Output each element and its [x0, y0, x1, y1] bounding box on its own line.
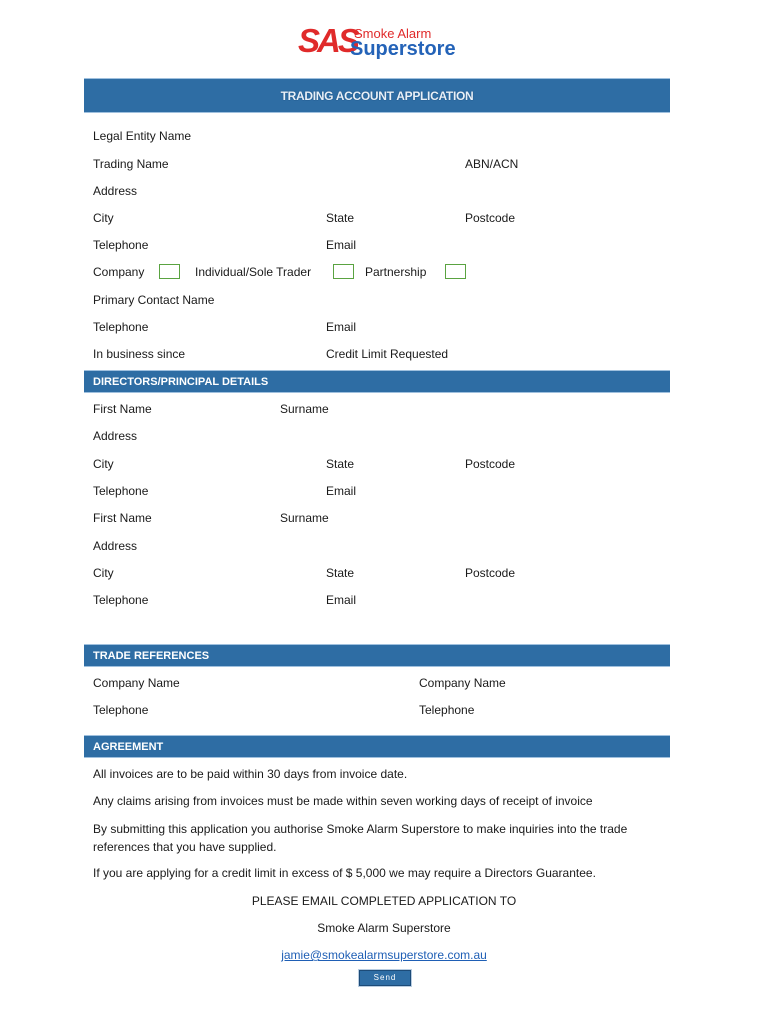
city-label: City: [93, 211, 114, 225]
title-bar: [84, 78, 670, 113]
director2-telephone-label: Telephone: [93, 593, 149, 607]
partnership-label: Partnership: [365, 265, 427, 279]
agreement-section-header: [84, 735, 670, 758]
director1-email-label: Email: [326, 484, 357, 498]
contact-email-label: Email: [326, 320, 357, 334]
email-link[interactable]: jamie@smokealarmsuperstore.com.au: [281, 948, 487, 962]
agreement-claims-terms: Any claims arising from invoices must be made within seven working days of receipt of invoice: [93, 794, 593, 808]
references-section-header: [84, 644, 670, 667]
references-heading: TRADE REFERENCES: [93, 650, 210, 662]
director2-first-name-label: First Name: [93, 511, 152, 525]
director2-address-label: Address: [93, 539, 138, 553]
email-label: Email: [326, 238, 357, 252]
postcode-label: Postcode: [465, 211, 516, 225]
director2-city-label: City: [93, 566, 114, 580]
director1-telephone-label: Telephone: [93, 484, 149, 498]
state-label: State: [326, 211, 355, 225]
agreement-guarantee: If you are applying for a credit limit in excess of $ 5,000 we may require a Directors Guarantee.: [93, 866, 596, 880]
director1-surname-label: Surname: [280, 402, 329, 416]
director1-state-label: State: [326, 457, 355, 471]
send-button[interactable]: Send: [359, 970, 411, 986]
abn-label: ABN/ACN: [465, 157, 519, 171]
director2-state-label: State: [326, 566, 355, 580]
email-link-wrap: [84, 948, 684, 962]
primary-contact-label: Primary Contact Name: [93, 293, 215, 307]
agreement-heading: AGREEMENT: [93, 741, 164, 753]
in-business-label: In business since: [93, 347, 186, 361]
partnership-checkbox[interactable]: [445, 264, 466, 279]
credit-limit-label: Credit Limit Requested: [326, 347, 449, 361]
sole-trader-label: Individual/Sole Trader: [195, 265, 312, 279]
sole-trader-checkbox[interactable]: [333, 264, 354, 279]
director2-surname-label: Surname: [280, 511, 329, 525]
email-instruction: PLEASE EMAIL COMPLETED APPLICATION TO: [251, 894, 517, 908]
director1-address-label: Address: [93, 429, 138, 443]
reference2-telephone-label: Telephone: [419, 703, 475, 717]
company-name: Smoke Alarm Superstore: [317, 921, 451, 935]
reference2-company-label: Company Name: [419, 676, 506, 690]
agreement-authorisation: By submitting this application you authorise Smoke Alarm Superstore to make inquiries into the trade references that you have supplied.: [93, 822, 628, 854]
company-checkbox[interactable]: [159, 264, 180, 279]
trading-name-label: Trading Name: [93, 157, 169, 171]
telephone-label: Telephone: [93, 238, 149, 252]
address-label: Address: [93, 184, 138, 198]
legal-entity-label: Legal Entity Name: [93, 129, 192, 143]
reference1-company-label: Company Name: [93, 676, 180, 690]
company-type-label: Company: [93, 265, 145, 279]
logo: [298, 22, 473, 62]
logo-mark: SAS: [298, 22, 357, 59]
logo-line2: Superstore: [350, 38, 456, 60]
agreement-payment-terms: All invoices are to be paid within 30 days from invoice date.: [93, 767, 408, 781]
director2-postcode-label: Postcode: [465, 566, 516, 580]
reference1-telephone-label: Telephone: [93, 703, 149, 717]
directors-section-header: [84, 370, 670, 393]
directors-heading: DIRECTORS/PRINCIPAL DETAILS: [93, 376, 269, 388]
logo-line1: Smoke Alarm: [354, 26, 432, 41]
page-title: TRADING ACCOUNT APPLICATION: [280, 89, 474, 103]
director1-first-name-label: First Name: [93, 402, 152, 416]
director1-city-label: City: [93, 457, 114, 471]
director2-email-label: Email: [326, 593, 357, 607]
contact-telephone-label: Telephone: [93, 320, 149, 334]
director1-postcode-label: Postcode: [465, 457, 516, 471]
